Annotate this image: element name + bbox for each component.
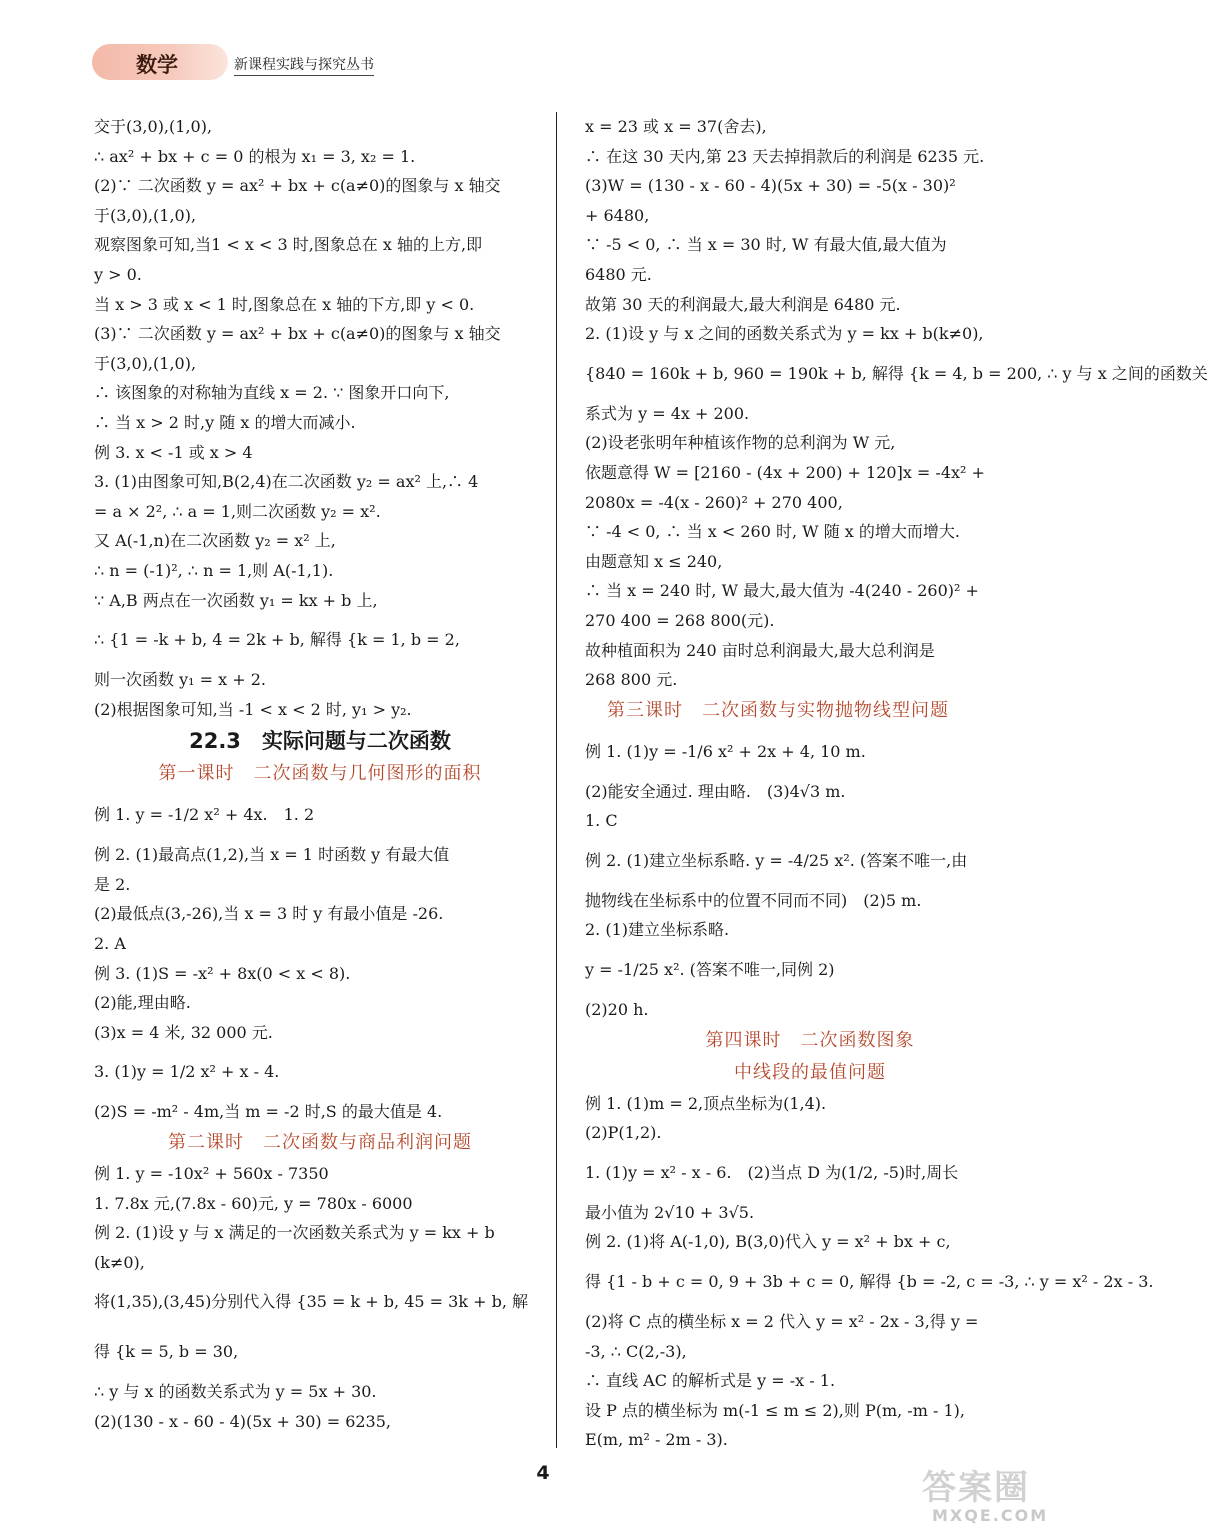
text-line: 最小值为 2√10 + 3√5. [585, 1202, 755, 1222]
page-header [92, 44, 422, 80]
lesson-heading-4: 第四课时 二次函数图象 [705, 1029, 915, 1051]
text-line: 由题意知 x ≤ 240, [585, 551, 723, 571]
text-line: ∴ 该图象的对称轴为直线 x = 2. ∵ 图象开口向下, [94, 383, 450, 403]
text-line: ∴ 直线 AC 的解析式是 y = -x - 1. [585, 1371, 836, 1391]
lesson-heading-2: 第二课时 二次函数与商品利润问题 [168, 1132, 472, 1154]
lesson-heading-1: 第一课时 二次函数与几何图形的面积 [158, 763, 482, 785]
text-line: 又 A(-1,n)在二次函数 y₂ = x² 上, [94, 531, 336, 551]
text-line: 设 P 点的横坐标为 m(-1 ≤ m ≤ 2),则 P(m, -m - 1), [585, 1400, 965, 1420]
text-line: 2080x = -4(x - 260)² + 270 400, [585, 492, 843, 512]
text-line: (2)S = -m² - 4m,当 m = -2 时,S 的最大值是 4. [94, 1102, 443, 1122]
text-line: (2)最低点(3,-26),当 x = 3 时 y 有最小值是 -26. [94, 904, 444, 924]
text-line: 于(3,0),(1,0), [94, 205, 197, 225]
text-line: 交于(3,0),(1,0), [94, 117, 213, 136]
right-column [585, 112, 1208, 1455]
text-line: ∵ A,B 两点在一次函数 y₁ = kx + b 上, [94, 590, 378, 610]
text-line: 268 800 元. [585, 670, 678, 690]
equation-system-line: 得 {k = 5, b = 30, [94, 1342, 239, 1362]
text-line: 故种植面积为 240 亩时总利润最大,最大总利润是 [585, 640, 935, 660]
text-line: 例 2. (1)将 A(-1,0), B(3,0)代入 y = x² + bx + c, [585, 1232, 951, 1252]
section-title: 22.3 实际问题与二次函数 [189, 729, 451, 754]
text-line: E(m, m² - 2m - 3). [585, 1430, 728, 1450]
text-line: 例 1. (1)m = 2,顶点坐标为(1,4). [585, 1093, 827, 1113]
text-line: 于(3,0),(1,0), [94, 353, 197, 373]
text-line: 故第 30 天的利润最大,最大利润是 6480 元. [585, 294, 901, 314]
subject-label: 数学 [136, 53, 178, 77]
text-line: 2. A [94, 934, 126, 954]
text-line: ∴ n = (-1)², ∴ n = 1,则 A(-1,1). [94, 560, 334, 580]
text-line: 则一次函数 y₁ = x + 2. [94, 670, 266, 690]
lesson-heading-4-continued: 中线段的最值问题 [734, 1061, 886, 1083]
text-line: (2)(130 - x - 60 - 4)(5x + 30) = 6235, [94, 1412, 391, 1431]
text-line: ∵ -5 < 0, ∴ 当 x = 30 时, W 有最大值,最大值为 [585, 235, 947, 255]
watermark [918, 1460, 1068, 1528]
text-line: 当 x > 3 或 x < 1 时,图象总在 x 轴的下方,即 y < 0. [94, 294, 475, 314]
equation-system-line: {840 = 160k + b, 960 = 190k + b, 解得 {k = 4, b = 200, ∴ y 与 x 之间的函数关 [585, 363, 1208, 383]
text-line: (2)将 C 点的横坐标 x = 2 代入 y = x² - 2x - 3,得 y = [585, 1312, 979, 1332]
text-line: 抛物线在坐标系中的位置不同而不同) (2)5 m. [585, 890, 922, 910]
text-line: 2. (1)设 y 与 x 之间的函数关系式为 y = kx + b(k≠0), [585, 324, 984, 344]
column-divider [556, 112, 557, 1448]
page-number: 4 [536, 1462, 550, 1484]
text-line: ∵ -4 < 0, ∴ 当 x < 260 时, W 随 x 的增大而增大. [585, 522, 960, 542]
text-line: -3, ∴ C(2,-3), [585, 1341, 687, 1361]
text-line: = a × 2², ∴ a = 1,则二次函数 y₂ = x². [94, 501, 381, 521]
text-line: y > 0. [94, 264, 142, 284]
text-line: 1. 7.8x 元,(7.8x - 60)元, y = 780x - 6000 [94, 1193, 413, 1213]
text-line: 例 3. x < -1 或 x > 4 [94, 442, 253, 462]
text-line: (k≠0), [94, 1252, 145, 1272]
text-line: (3)∵ 二次函数 y = ax² + bx + c(a≠0)的图象与 x 轴交 [94, 324, 501, 344]
equation-system-line: 将(1,35),(3,45)分别代入得 {35 = k + b, 45 = 3k + b, 解 [94, 1292, 529, 1312]
text-line: 6480 元. [585, 264, 652, 284]
equation-system-line: ∴ {1 = -k + b, 4 = 2k + b, 解得 {k = 1, b = 2, [94, 630, 460, 650]
watermark-logo: 答案圈 [922, 1468, 1030, 1508]
text-line: 例 2. (1)建立坐标系略. y = -4/25 x². (答案不唯一,由 [585, 850, 968, 870]
text-line: 1. C [585, 811, 618, 831]
text-line: 例 1. (1)y = -1/6 x² + 2x + 4, 10 m. [585, 741, 866, 761]
text-line: (2)20 h. [585, 1000, 649, 1020]
equation-system-line: 得 {1 - b + c = 0, 9 + 3b + c = 0, 解得 {b = -2, c = -3, ∴ y = x² - 2x - 3. [585, 1272, 1154, 1292]
text-line: y = -1/25 x². (答案不唯一,同例 2) [585, 960, 835, 980]
text-line: ∴ 当 x > 2 时,y 随 x 的增大而减小. [94, 412, 356, 432]
text-line: 1. (1)y = x² - x - 6. (2)当点 D 为(1/2, -5)时,周长 [585, 1162, 959, 1182]
watermark-url: MXQE.COM [932, 1506, 1049, 1525]
text-line: ∴ ax² + bx + c = 0 的根为 x₁ = 3, x₂ = 1. [94, 146, 416, 166]
text-line: 例 1. y = -10x² + 560x - 7350 [94, 1164, 329, 1184]
series-title: 新课程实践与探究丛书 [234, 54, 374, 76]
text-line: 例 1. y = -1/2 x² + 4x. 1. 2 [94, 805, 315, 825]
left-column [94, 112, 546, 1437]
text-line: 依题意得 W = [2160 - (4x + 200) + 120]x = -4x² + [585, 462, 985, 482]
text-line: (2)P(1,2). [585, 1123, 662, 1143]
text-line: ∴ 在这 30 天内,第 23 天去掉捐款后的利润是 6235 元. [585, 146, 985, 166]
text-line: (2)能,理由略. [94, 993, 191, 1013]
text-line: 2. (1)建立坐标系略. [585, 920, 730, 940]
text-line: 例 2. (1)设 y 与 x 满足的一次函数关系式为 y = kx + b [94, 1223, 495, 1243]
lesson-heading-3: 第三课时 二次函数与实物抛物线型问题 [607, 699, 949, 721]
text-line: + 6480, [585, 205, 650, 225]
text-line: ∴ 当 x = 240 时, W 最大,最大值为 -4(240 - 260)² + [585, 581, 979, 601]
text-line: (2)∵ 二次函数 y = ax² + bx + c(a≠0)的图象与 x 轴交 [94, 176, 501, 196]
text-line: (3)x = 4 米, 32 000 元. [94, 1022, 273, 1042]
text-line: 是 2. [94, 874, 131, 894]
text-line: (2)能安全通过. 理由略. (3)4√3 m. [585, 781, 846, 801]
text-line: (2)根据图象可知,当 -1 < x < 2 时, y₁ > y₂. [94, 699, 412, 719]
text-line: 观察图象可知,当1 < x < 3 时,图象总在 x 轴的上方,即 [94, 235, 483, 255]
text-line: 3. (1)由图象可知,B(2,4)在二次函数 y₂ = ax² 上,∴ 4 [94, 472, 479, 492]
text-line: 例 3. (1)S = -x² + 8x(0 < x < 8). [94, 963, 351, 983]
text-line: x = 23 或 x = 37(舍去), [585, 117, 767, 136]
text-line: (2)设老张明年种植该作物的总利润为 W 元, [585, 433, 896, 453]
text-line: 3. (1)y = 1/2 x² + x - 4. [94, 1062, 280, 1082]
text-line: (3)W = (130 - x - 60 - 4)(5x + 30) = -5(x - 30)² [585, 176, 956, 196]
text-line: 例 2. (1)最高点(1,2),当 x = 1 时函数 y 有最大值 [94, 845, 450, 865]
text-line: ∴ y 与 x 的函数关系式为 y = 5x + 30. [94, 1382, 377, 1402]
text-line: 270 400 = 268 800(元). [585, 610, 775, 630]
text-line: 系式为 y = 4x + 200. [585, 403, 750, 423]
